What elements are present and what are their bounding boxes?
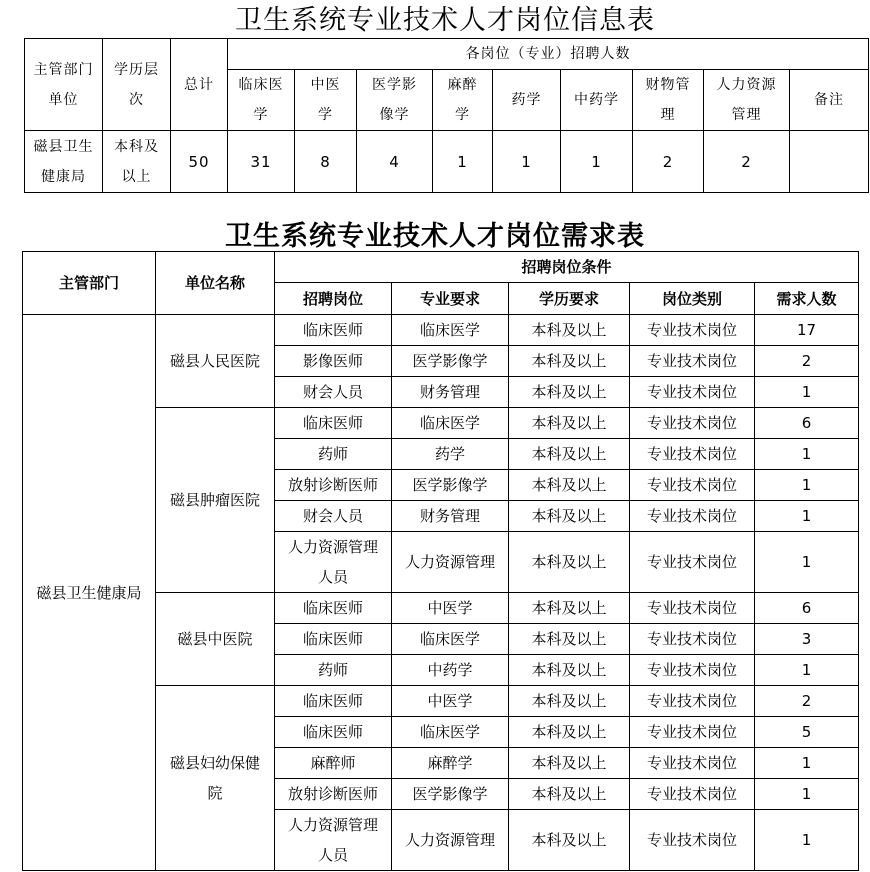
- info-cell-edu: 本科及以上: [103, 131, 171, 193]
- demand-cell-count: 1: [755, 501, 859, 532]
- info-cell-count: 2: [633, 131, 704, 193]
- info-table: [24, 38, 869, 193]
- demand-cell-count: 2: [755, 346, 859, 377]
- info-header-specialty: 临床医学: [228, 70, 295, 131]
- demand-cell-post: 药师: [275, 439, 392, 470]
- demand-cell-count: 1: [755, 779, 859, 810]
- info-cell-count: 31: [228, 131, 295, 193]
- demand-cell-type: 专业技术岗位: [630, 408, 755, 439]
- demand-cell-post: 人力资源管理人员: [275, 810, 392, 871]
- info-header-specialty: 中药学: [561, 70, 633, 131]
- info-cell-dept: 磁县卫生健康局: [25, 131, 103, 193]
- info-cell-count: 4: [357, 131, 433, 193]
- demand-cell-edu: 本科及以上: [509, 501, 630, 532]
- demand-header-major: 专业要求: [392, 283, 509, 315]
- demand-cell-count: 1: [755, 655, 859, 686]
- info-header-dept: 主管部门单位: [25, 39, 103, 131]
- demand-cell-edu: 本科及以上: [509, 439, 630, 470]
- demand-cell-count: 3: [755, 624, 859, 655]
- demand-cell-edu: 本科及以上: [509, 593, 630, 624]
- demand-cell-major: 临床医学: [392, 408, 509, 439]
- demand-cell-post: 放射诊断医师: [275, 470, 392, 501]
- demand-cell-type: 专业技术岗位: [630, 748, 755, 779]
- demand-cell-unit: 磁县妇幼保健院: [156, 686, 275, 871]
- demand-cell-major: 医学影像学: [392, 779, 509, 810]
- demand-cell-type: 专业技术岗位: [630, 470, 755, 501]
- info-table-title: 卫生系统专业技术人才岗位信息表: [235, 5, 655, 36]
- demand-cell-unit: 磁县肿瘤医院: [156, 408, 275, 593]
- info-header-specialty: 药学: [493, 70, 561, 131]
- demand-cell-type: 专业技术岗位: [630, 717, 755, 748]
- demand-header-edu: 学历要求: [509, 283, 630, 315]
- demand-cell-edu: 本科及以上: [509, 624, 630, 655]
- demand-cell-major: 临床医学: [392, 717, 509, 748]
- info-header-specialty: 麻醉学: [433, 70, 493, 131]
- demand-cell-major: 医学影像学: [392, 346, 509, 377]
- demand-cell-edu: 本科及以上: [509, 655, 630, 686]
- demand-cell-count: 1: [755, 748, 859, 779]
- demand-cell-type: 专业技术岗位: [630, 501, 755, 532]
- demand-cell-major: 人力资源管理: [392, 810, 509, 871]
- demand-cell-post: 临床医师: [275, 315, 392, 346]
- info-cell-total: 50: [171, 131, 228, 193]
- info-header-edu: 学历层次: [103, 39, 171, 131]
- demand-cell-edu: 本科及以上: [509, 470, 630, 501]
- demand-cell-dept: 磁县卫生健康局: [23, 315, 156, 871]
- demand-cell-edu: 本科及以上: [509, 717, 630, 748]
- demand-header-dept: 主管部门: [23, 252, 156, 315]
- demand-cell-post: 药师: [275, 655, 392, 686]
- demand-header-count: 需求人数: [755, 283, 859, 315]
- demand-cell-major: 人力资源管理: [392, 532, 509, 593]
- demand-cell-edu: 本科及以上: [509, 779, 630, 810]
- demand-cell-type: 专业技术岗位: [630, 346, 755, 377]
- info-cell-count: 1: [433, 131, 493, 193]
- info-cell-count: 2: [704, 131, 790, 193]
- demand-cell-type: 专业技术岗位: [630, 593, 755, 624]
- demand-cell-count: 1: [755, 810, 859, 871]
- demand-cell-major: 财务管理: [392, 501, 509, 532]
- demand-cell-post: 放射诊断医师: [275, 779, 392, 810]
- info-cell-count: 1: [493, 131, 561, 193]
- demand-cell-post: 财会人员: [275, 501, 392, 532]
- demand-cell-type: 专业技术岗位: [630, 439, 755, 470]
- demand-cell-major: 临床医学: [392, 315, 509, 346]
- demand-cell-post: 临床医师: [275, 686, 392, 717]
- demand-cell-major: 麻醉学: [392, 748, 509, 779]
- demand-cell-type: 专业技术岗位: [630, 779, 755, 810]
- demand-cell-post: 临床医师: [275, 593, 392, 624]
- demand-cell-count: 1: [755, 470, 859, 501]
- demand-cell-major: 临床医学: [392, 624, 509, 655]
- demand-cell-count: 17: [755, 315, 859, 346]
- info-header-specialty: 人力资源管理: [704, 70, 790, 131]
- table-row: [23, 315, 859, 346]
- demand-cell-type: 专业技术岗位: [630, 315, 755, 346]
- demand-cell-major: 医学影像学: [392, 470, 509, 501]
- demand-table: [22, 251, 859, 871]
- demand-header-post: 招聘岗位: [275, 283, 392, 315]
- demand-cell-edu: 本科及以上: [509, 810, 630, 871]
- demand-cell-count: 6: [755, 408, 859, 439]
- info-cell-count: 8: [295, 131, 357, 193]
- demand-cell-post: 临床医师: [275, 408, 392, 439]
- info-header-group: 各岗位（专业）招聘人数: [228, 39, 869, 70]
- demand-cell-post: 人力资源管理人员: [275, 532, 392, 593]
- demand-cell-post: 麻醉师: [275, 748, 392, 779]
- info-cell-count: 1: [561, 131, 633, 193]
- demand-cell-count: 1: [755, 377, 859, 408]
- info-cell-remark: [790, 131, 869, 193]
- demand-cell-type: 专业技术岗位: [630, 686, 755, 717]
- demand-cell-edu: 本科及以上: [509, 686, 630, 717]
- demand-cell-edu: 本科及以上: [509, 408, 630, 439]
- demand-cell-major: 中药学: [392, 655, 509, 686]
- demand-cell-edu: 本科及以上: [509, 532, 630, 593]
- demand-cell-type: 专业技术岗位: [630, 810, 755, 871]
- demand-cell-post: 临床医师: [275, 624, 392, 655]
- demand-header-type: 岗位类别: [630, 283, 755, 315]
- demand-cell-count: 5: [755, 717, 859, 748]
- demand-header-unit: 单位名称: [156, 252, 275, 315]
- demand-cell-edu: 本科及以上: [509, 748, 630, 779]
- demand-cell-count: 6: [755, 593, 859, 624]
- demand-cell-major: 中医学: [392, 593, 509, 624]
- demand-table-title: 卫生系统专业技术人才岗位需求表: [225, 221, 645, 252]
- demand-cell-edu: 本科及以上: [509, 346, 630, 377]
- demand-cell-edu: 本科及以上: [509, 377, 630, 408]
- info-header-remark: 备注: [790, 70, 869, 131]
- demand-cell-major: 财务管理: [392, 377, 509, 408]
- info-header-specialty: 中医学: [295, 70, 357, 131]
- demand-cell-edu: 本科及以上: [509, 315, 630, 346]
- info-header-specialty: 财物管理: [633, 70, 704, 131]
- demand-cell-type: 专业技术岗位: [630, 377, 755, 408]
- demand-cell-count: 1: [755, 532, 859, 593]
- demand-cell-major: 中医学: [392, 686, 509, 717]
- info-header-specialty: 医学影像学: [357, 70, 433, 131]
- info-header-total: 总计: [171, 39, 228, 131]
- demand-cell-major: 药学: [392, 439, 509, 470]
- demand-cell-post: 临床医师: [275, 717, 392, 748]
- demand-cell-type: 专业技术岗位: [630, 532, 755, 593]
- demand-header-conditions: 招聘岗位条件: [275, 252, 859, 283]
- demand-cell-unit: 磁县人民医院: [156, 315, 275, 408]
- demand-cell-type: 专业技术岗位: [630, 624, 755, 655]
- demand-cell-post: 财会人员: [275, 377, 392, 408]
- demand-cell-count: 1: [755, 439, 859, 470]
- demand-cell-post: 影像医师: [275, 346, 392, 377]
- demand-cell-count: 2: [755, 686, 859, 717]
- demand-cell-unit: 磁县中医院: [156, 593, 275, 686]
- demand-cell-type: 专业技术岗位: [630, 655, 755, 686]
